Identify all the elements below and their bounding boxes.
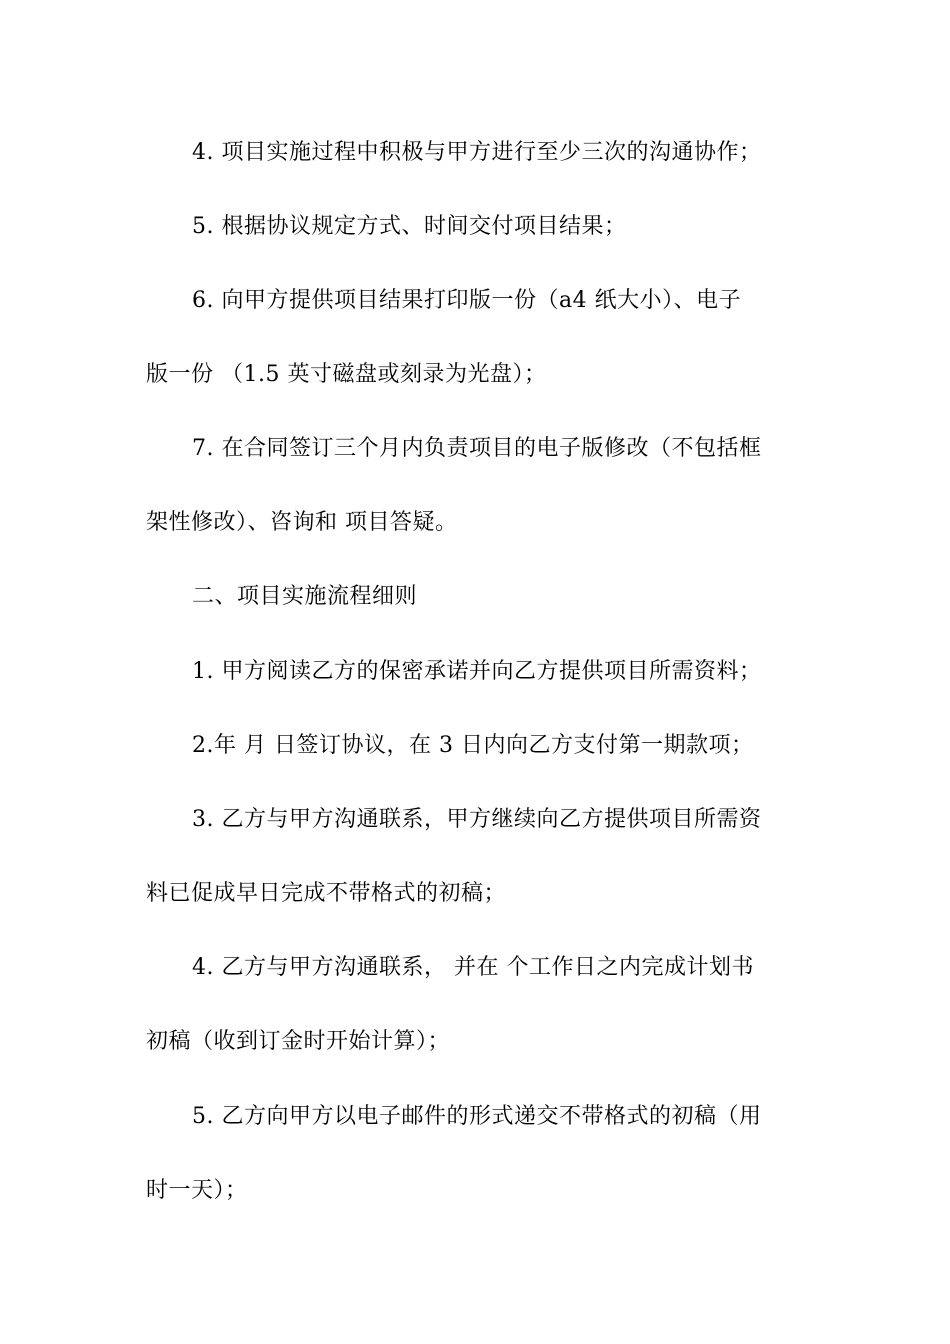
section-heading: 二、项目实施流程细则 [192, 584, 418, 609]
paragraph-line: 6. 向甲方提供项目结果打印版一份（a4 纸大小）、电子 [192, 288, 742, 313]
paragraph-line: 3. 乙方与甲方沟通联系，甲方继续向乙方提供项目所需资 [192, 807, 762, 832]
paragraph-line: 时一天）； [146, 1178, 248, 1203]
paragraph-line: 1. 甲方阅读乙方的保密承诺并向乙方提供项目所需资料； [192, 659, 762, 684]
paragraph-line: 4. 项目实施过程中积极与甲方进行至少三次的沟通协作； [192, 140, 762, 165]
paragraph-line: 初稿（收到订金时开始计算）； [146, 1029, 451, 1054]
paragraph-line: 5. 乙方向甲方以电子邮件的形式递交不带格式的初稿（用 [192, 1104, 762, 1129]
paragraph-line: 2.年 月 日签订协议，在 3 日内向乙方支付第一期款项； [192, 733, 754, 758]
paragraph-line: 架性修改）、咨询和 项目答疑。 [146, 510, 458, 535]
paragraph-line: 7. 在合同签订三个月内负责项目的电子版修改（不包括框 [192, 436, 762, 461]
paragraph-line: 4. 乙方与甲方沟通联系， 并在 个工作日之内完成计划书 [192, 955, 754, 980]
paragraph-line: 5. 根据协议规定方式、时间交付项目结果； [192, 214, 627, 239]
paragraph-line: 料已促成早日完成不带格式的初稿； [146, 881, 507, 906]
paragraph-line: 版一份 （1.5 英寸磁盘或刻录为光盘）； [146, 362, 547, 387]
